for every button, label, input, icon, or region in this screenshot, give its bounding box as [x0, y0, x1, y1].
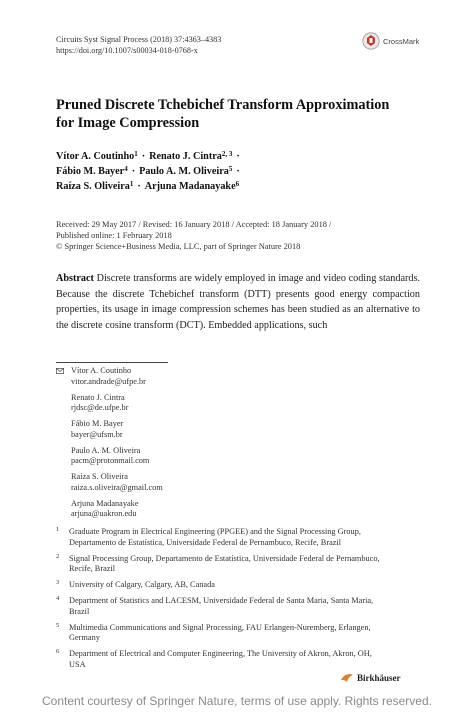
crossmark-badge[interactable] [362, 32, 419, 50]
affiliation-text: Department of Electrical and Computer Engineering, The University of Akron, Akron, OH, USA [69, 649, 372, 669]
contact-email[interactable]: bayer@ufsm.br [71, 429, 123, 439]
author-name: Vítor A. Coutinho [56, 151, 135, 162]
affiliation-entry [56, 596, 386, 617]
author-affiliation-ref: 2, 3 [221, 150, 233, 158]
contact-email[interactable]: raiza.s.oliveira@gmail.com [71, 482, 163, 492]
affiliation-text: Graduate Program in Electrical Engineering (PPGEE) and the Signal Processing Group, Departamento de Estatística, Universidade Federal de Pernambuco, Recife, Brazil [69, 527, 361, 547]
abstract-text: Discrete transforms are widely employed in image and video coding standards. Because the discrete Tchebichef transform (DTT) presents good energy compaction properties, its usage in image compression schemes has been studied as an alternative to the discrete cosine transform (DCT). Embedded applications, such [56, 273, 420, 331]
footnote-divider [56, 362, 168, 363]
abstract [56, 271, 420, 333]
contact-name: Arjuna Madanayake [71, 498, 139, 508]
journal-header [56, 34, 221, 56]
publication-dates [56, 219, 426, 253]
affiliation-number: 2 [56, 552, 60, 560]
contact-entry [56, 419, 356, 440]
affiliation-list [56, 527, 386, 676]
crossmark-label: CrossMark [383, 36, 420, 46]
contact-entry [56, 446, 356, 467]
contact-entry [56, 499, 356, 520]
author-name: Paulo A. M. Oliveira [139, 166, 229, 178]
affiliation-text: Signal Processing Group, Departamento de Estatística, Universidade Federal de Pernambuco, Recife, Brazil [69, 553, 380, 574]
contact-name: Fábio M. Bayer [71, 419, 124, 429]
affiliation-text: University of Calgary, Calgary, AB, Canada [69, 580, 215, 590]
author-separator: · [236, 166, 240, 178]
author-affiliation-ref: 1 [134, 150, 138, 158]
affiliation-number: 5 [56, 621, 60, 629]
affiliation-entry [56, 649, 386, 670]
author-separator: · [131, 166, 136, 178]
publisher-logo [340, 672, 401, 684]
affiliation-entry [56, 580, 386, 591]
contact-entry [56, 472, 356, 493]
contact-email[interactable]: rjdsc@de.ufpe.br [71, 403, 129, 413]
author-line-2 [56, 164, 416, 179]
doi-link[interactable]: https://doi.org/10.1007/s00034-018-0768-x [56, 46, 198, 55]
contact-email[interactable]: arjuna@uakron.edu [71, 509, 137, 519]
affiliation-entry [56, 527, 386, 548]
affiliation-number: 3 [56, 579, 60, 587]
contact-entry [56, 393, 356, 414]
affiliation-number: 6 [56, 648, 60, 656]
published-online-date: Published online: 1 February 2018 [56, 231, 172, 241]
affiliation-entry [56, 623, 386, 644]
author-affiliation-ref: 5 [228, 165, 233, 174]
contact-email[interactable]: vitor.andrade@ufpe.br [71, 376, 146, 386]
paper-title [56, 96, 396, 132]
contact-name: Raíza S. Oliveira [71, 472, 128, 482]
contact-name: Paulo A. M. Oliveira [71, 445, 141, 455]
copyright-line: © Springer Science+Business Media, LLC, part of Springer Nature 2018 [56, 242, 301, 252]
affiliation-entry [56, 554, 386, 575]
author-name: Arjuna Madanayake [144, 181, 236, 193]
envelope-icon [56, 368, 64, 374]
author-affiliation-ref: 4 [124, 165, 128, 174]
affiliation-number: 4 [56, 595, 60, 603]
crossmark-icon [362, 32, 380, 50]
contact-name: Renato J. Cintra [71, 392, 125, 402]
author-name: Renato J. Cintra [149, 151, 222, 162]
author-name: Fábio M. Bayer [56, 166, 125, 178]
footer-notice: Content courtesy of Springer Nature, terms of use apply. Rights reserved. [42, 694, 432, 708]
journal-citation: Circuits Syst Signal Process (2018) 37:4363–4383 [56, 35, 222, 44]
author-line-1 [56, 149, 416, 164]
affiliation-number: 1 [56, 526, 60, 533]
publisher-name: Birkhäuser [357, 673, 401, 683]
contact-name: Vítor A. Coutinho [71, 366, 132, 375]
affiliation-text: Multimedia Communications and Signal Processing, FAU Erlangen-Nuremberg, Erlangen, Germany [69, 622, 371, 643]
corresponding-contacts [56, 366, 356, 525]
received-dates: Received: 29 May 2017 / Revised: 16 January 2018 / Accepted: 18 January 2018 / [56, 220, 332, 229]
author-separator: · [236, 151, 240, 162]
birkhauser-bird-icon [340, 672, 354, 684]
affiliation-text: Department of Statistics and LACESM, Universidade Federal de Santa Maria, Santa Maria, Brazil [69, 596, 374, 616]
title-line-2: for Image Compression [56, 115, 200, 131]
author-affiliation-ref: 1 [129, 180, 134, 189]
author-separator: · [141, 151, 146, 162]
author-affiliation-ref: 6 [235, 180, 240, 189]
abstract-label: Abstract [56, 273, 94, 284]
author-list [56, 149, 416, 195]
author-separator: · [137, 181, 141, 193]
author-name: Raíza S. Oliveira [56, 181, 130, 193]
contact-entry [56, 366, 356, 387]
author-line-3 [56, 179, 416, 194]
title-line-1: Pruned Discrete Tchebichef Transform Approximation [56, 97, 390, 113]
contact-email[interactable]: pacm@protonmail.com [71, 456, 150, 466]
